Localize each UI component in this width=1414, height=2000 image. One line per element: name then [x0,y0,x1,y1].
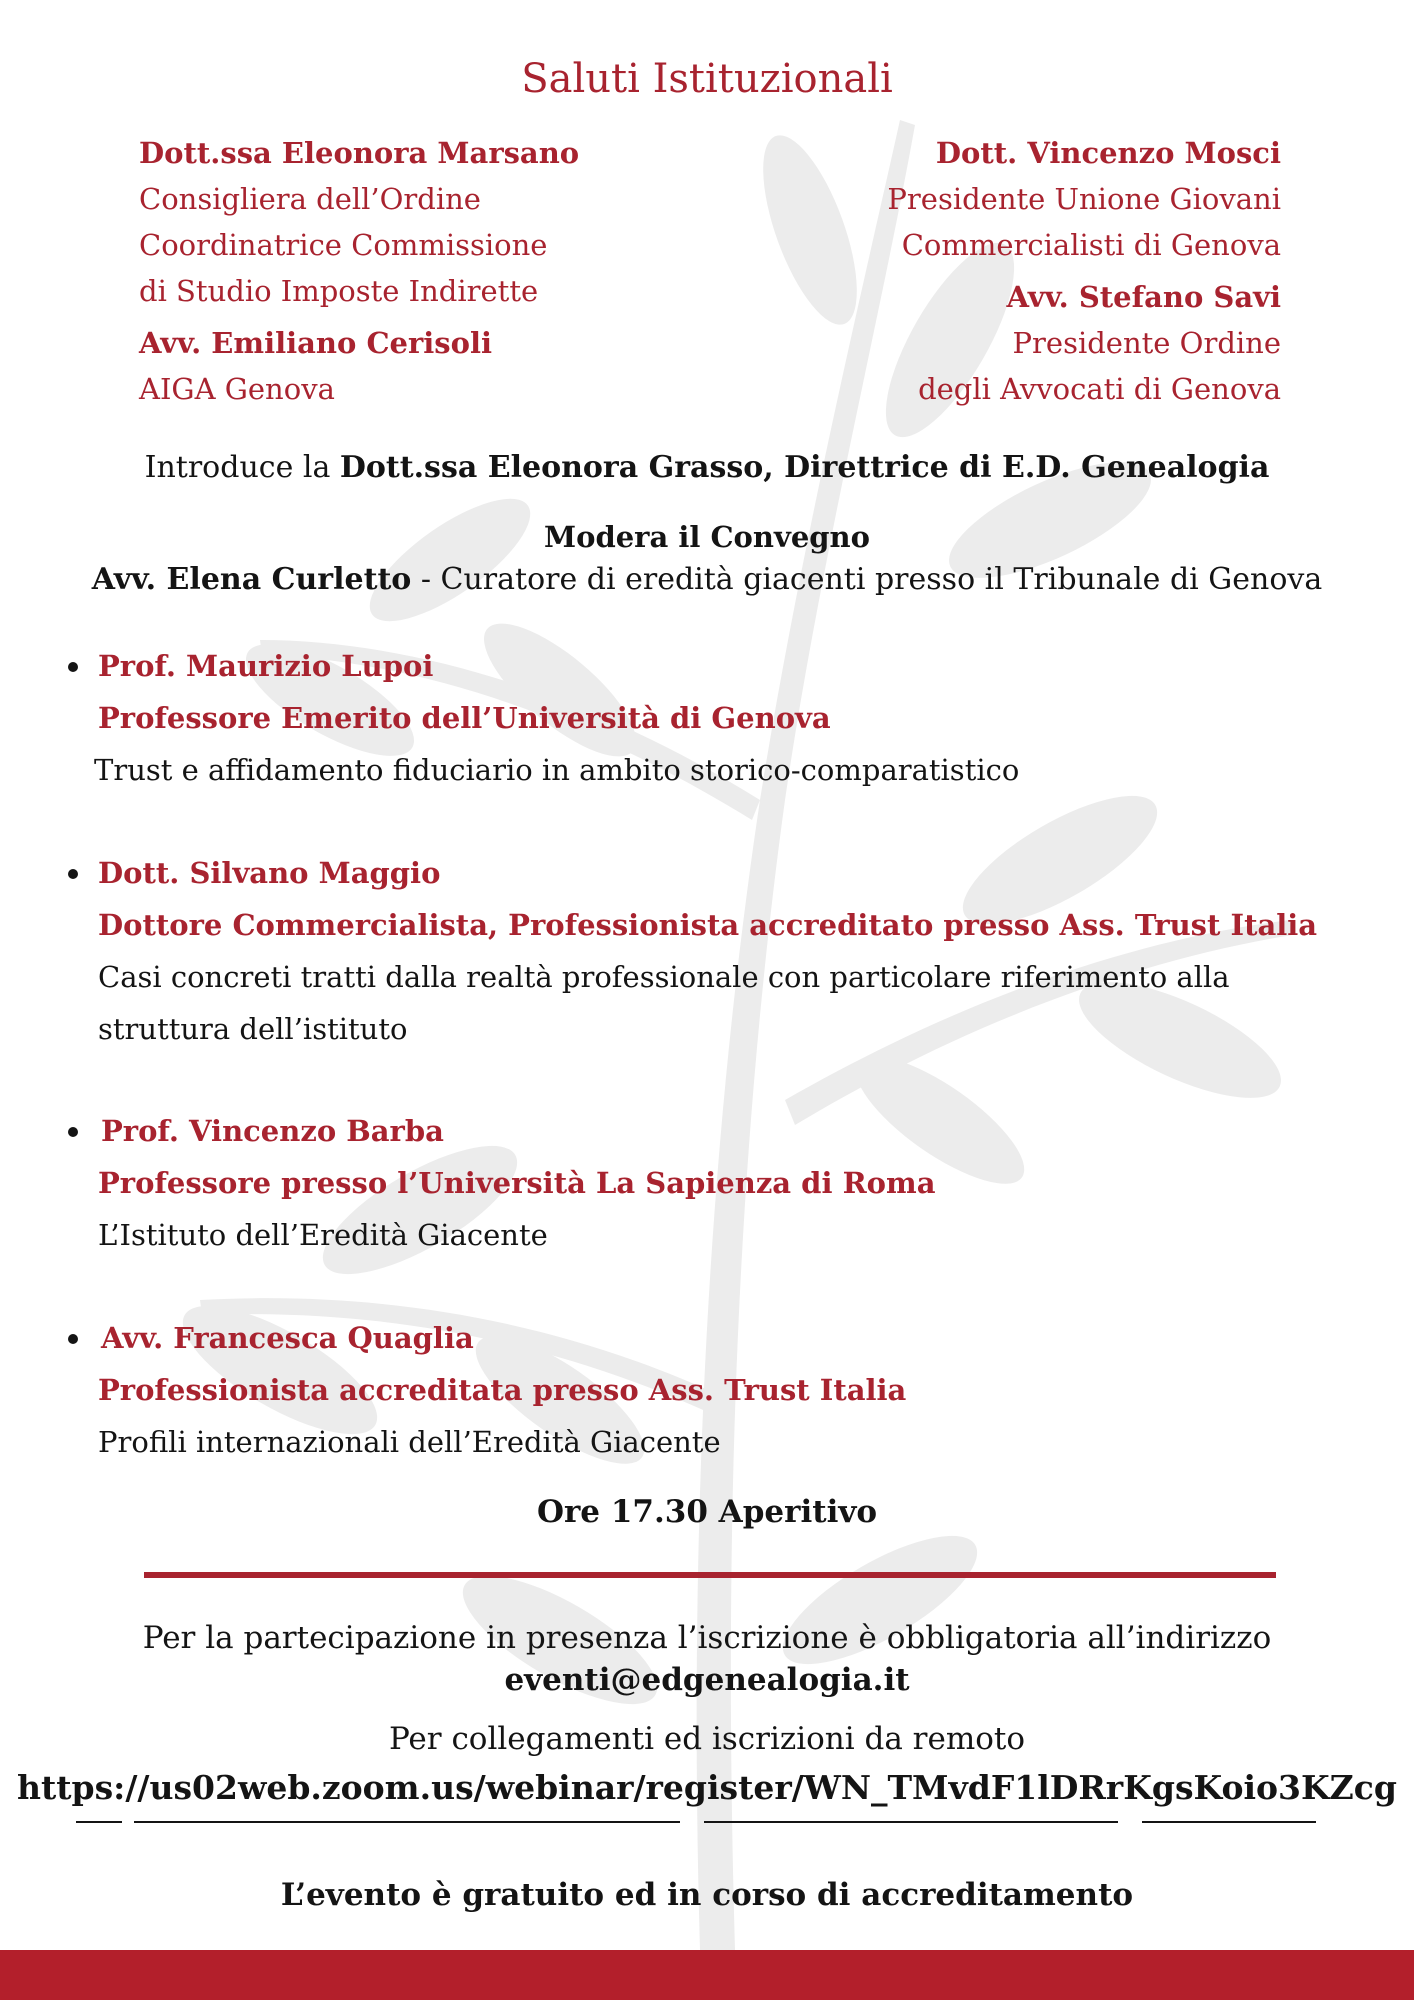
speaker-role: Professionista accreditata presso Ass. Trust Italia [98,1373,907,1407]
greeting-name: Dott. Vincenzo Mosci [935,136,1281,170]
speaker-name: Dott. Silvano Maggio [98,856,441,890]
section-divider [144,1572,1276,1578]
moderator-name: Avv. Elena Curletto [91,562,412,597]
registration-in-person-text: Per la partecipazione in presenza l’iscrizione è obbligatoria all’indirizzo [142,1620,1272,1656]
speaker-item [68,847,1348,1055]
bullet-icon [68,869,78,879]
greetings-right [887,130,1281,412]
url-underline [134,1821,680,1823]
greetings-left [139,130,579,412]
aperitivo-time: Ore 17.30 Aperitivo [536,1494,878,1530]
speaker-topic: struttura dell’istituto [98,1012,408,1046]
registration-url-link[interactable]: https://us02web.zoom.us/webinar/register/WN_TMvdF1lDRrKgsKoio3KZcg [17,1768,1397,1807]
moderator-description: - Curatore di eredità giacenti presso il Tribunale di Genova [411,562,1323,597]
bullet-icon [68,1334,78,1344]
moderator-line [0,562,1414,597]
speaker-topic: Profili internazionali dell’Eredità Giacente [98,1425,721,1459]
speaker-item [68,1312,1348,1468]
speaker-role: Professore presso l’Università La Sapienza di Roma [98,1166,936,1200]
free-event-note: L’evento è gratuito ed in corso di accreditamento [280,1877,1134,1913]
bullet-icon [68,662,78,672]
registration-email-link[interactable]: eventi@edgenealogia.it [504,1662,910,1698]
speaker-topic: Casi concreti tratti dalla realtà professionale con particolare riferimento alla [98,960,1230,994]
url-underline [704,1821,1118,1823]
greeting-name: Avv. Emiliano Cerisoli [139,326,492,360]
intro-presenter: Dott.ssa Eleonora Grasso, Direttrice di E.D. Genealogia [339,450,1270,485]
moderator-title: Modera il Convegno [544,520,870,554]
speaker-topic: Trust e affidamento fiduciario in ambito storico-comparatistico [94,753,1020,787]
greeting-name: Dott.ssa Eleonora Marsano [139,136,580,170]
footer-band [0,1950,1414,2000]
speaker-role: Dottore Commercialista, Professionista accreditato presso Ass. Trust Italia [98,908,1318,942]
greeting-name: Avv. Stefano Savi [1006,280,1281,314]
speaker-item [68,640,1348,796]
greeting-role: Consigliera dell’Ordine [139,182,481,216]
intro-prefix: Introduce la [144,450,340,485]
speaker-role: Professore Emerito dell’Università di Genova [98,701,831,735]
speaker-item [68,1105,1348,1261]
greeting-role: degli Avvocati di Genova [918,372,1281,406]
greeting-role: Presidente Unione Giovani [887,182,1281,216]
greeting-role: di Studio Imposte Indirette [139,274,539,308]
greeting-role: Presidente Ordine [1012,326,1281,360]
url-underline [1142,1821,1316,1823]
greeting-role: Commercialisti di Genova [901,228,1281,262]
speaker-name: Prof. Vincenzo Barba [101,1114,444,1148]
speaker-name: Avv. Francesca Quaglia [101,1321,474,1355]
registration-remote-text: Per collegamenti ed iscrizioni da remoto [388,1721,1026,1757]
intro-line [0,450,1414,485]
greeting-role: Coordinatrice Commissione [139,228,548,262]
greeting-role: AIGA Genova [139,372,335,406]
speaker-name: Prof. Maurizio Lupoi [98,649,434,683]
url-underline [76,1821,122,1823]
speaker-topic: L’Istituto dell’Eredità Giacente [98,1218,548,1252]
bullet-icon [68,1127,78,1137]
page-title: Saluti Istituzionali [521,56,893,102]
